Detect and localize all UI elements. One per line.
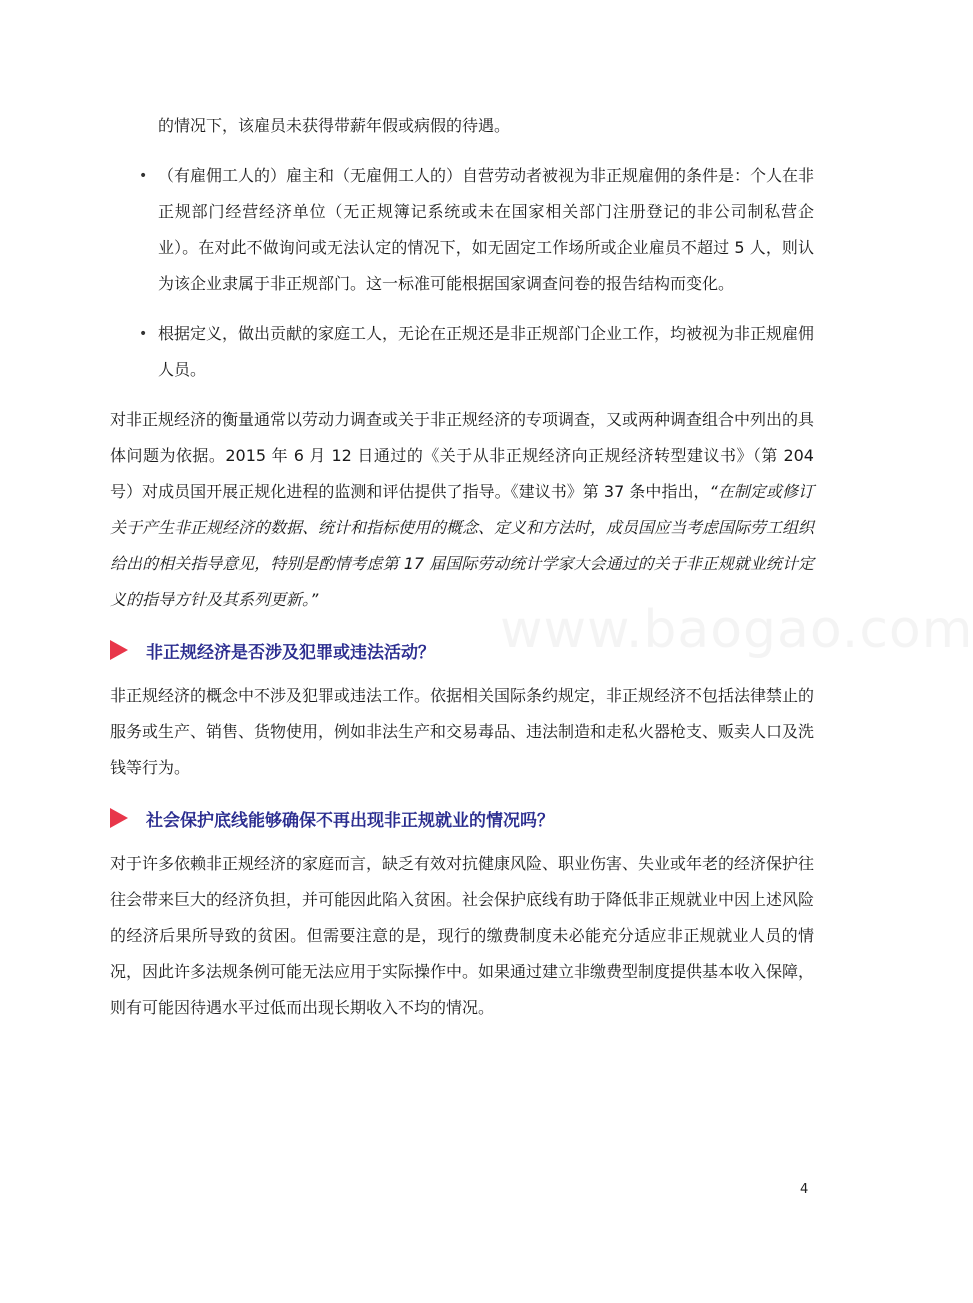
page-content bbox=[110, 108, 814, 1026]
bullet-text: （有雇佣工人的）雇主和（无雇佣工人的）自营劳动者被视为非正规雇佣的条件是：个人在非正规部门经营经济单位（无正规簿记系统或未在国家相关部门注册登记的非公司制私营企业）。在对此不做询问或无法认定的情况下，如无固定工作场所或企业雇员不超过 5 人，则认为该企业隶属于非正规部门。这一标准可能根据国家调查问卷的报告结构而变化。 bbox=[158, 166, 815, 293]
bullet-list bbox=[110, 158, 814, 388]
paragraph-measurement bbox=[110, 402, 814, 618]
section-heading-social-protection bbox=[110, 798, 814, 838]
heading-text: 社会保护底线能够确保不再出现非正规就业的情况吗？ bbox=[146, 810, 554, 831]
quoted-recommendation: “在制定或修订关于产生非正规经济的数据、统计和指标使用的概念、定义和方法时，成员国应当考虑国际劳工组织给出的相关指导意见，特别是酌情考虑第 17 届国际劳动统计学家大会通过的关于非正规就业统计定义的指导方针及其系列更新。” bbox=[110, 482, 815, 609]
list-item bbox=[110, 316, 814, 388]
bullet-icon: • bbox=[139, 326, 148, 342]
triangle-marker-icon bbox=[110, 808, 128, 828]
page-number: 4 bbox=[800, 1182, 809, 1197]
bullet-icon: • bbox=[139, 168, 148, 184]
list-item bbox=[110, 158, 814, 302]
continued-bullet-text: 的情况下，该雇员未获得带薪年假或病假的待遇。 bbox=[158, 116, 511, 135]
paragraph-social-protection: 对于许多依赖非正规经济的家庭而言，缺乏有效对抗健康风险、职业伤害、失业或年老的经济保护往往会带来巨大的经济负担，并可能因此陷入贫困。社会保护底线有助于降低非正规就业中因上述风险的经济后果所导致的贫困。但需要注意的是，现行的缴费制度未必能充分适应非正规就业人员的情况，因此许多法规条例可能无法应用于实际操作中。如果通过建立非缴费型制度提供基本收入保障，则有可能因待遇水平过低而出现长期收入不均的情况。 bbox=[110, 854, 815, 1017]
watermark: www.baogao.com bbox=[500, 600, 973, 660]
paragraph-illegal-activity: 非正规经济的概念中不涉及犯罪或违法工作。依据相关国际条约规定，非正规经济不包括法律禁止的服务或生产、销售、货物使用，例如非法生产和交易毒品、违法制造和走私火器枪支、贩卖人口及洗钱等行为。 bbox=[110, 686, 815, 777]
triangle-marker-icon bbox=[110, 640, 128, 660]
heading-text: 非正规经济是否涉及犯罪或违法活动？ bbox=[146, 642, 435, 663]
paragraph-text: 对非正规经济的衡量通常以劳动力调查或关于非正规经济的专项调查，又或两种调查组合中列出的具体问题为依据。2015 年 6 月 12 日通过的《关于从非正规经济向正规经济转型建议书》（第 204 号）对成员国开展正规化进程的监测和评估提供了指导。《建议书》第 37 条中指出， bbox=[110, 410, 815, 501]
section-heading-illegal-activity bbox=[110, 630, 814, 670]
bullet-text: 根据定义，做出贡献的家庭工人，无论在正规还是非正规部门企业工作，均被视为非正规雇佣人员。 bbox=[158, 324, 815, 379]
